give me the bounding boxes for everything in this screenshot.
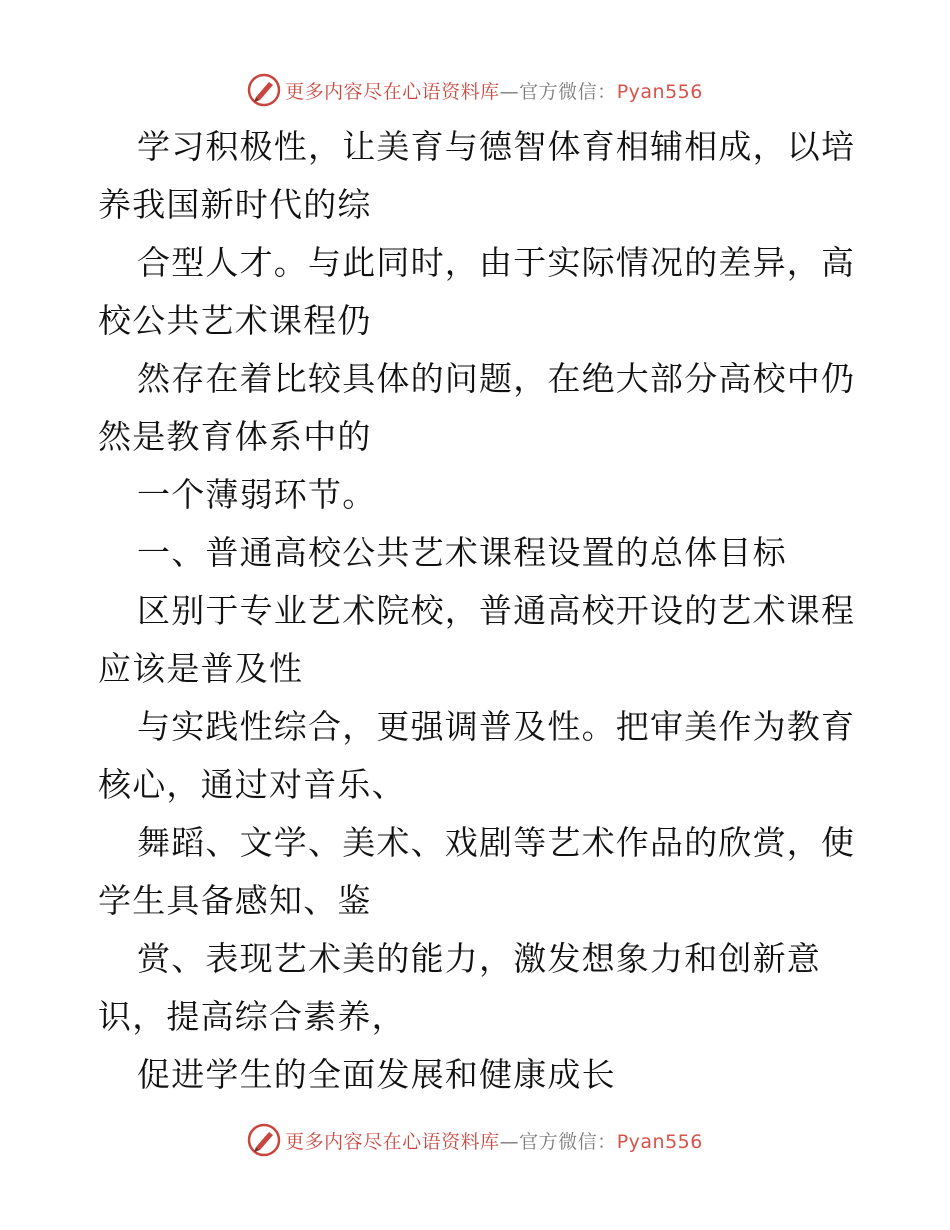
watermark-dash: —	[499, 80, 520, 103]
watermark-text	[285, 77, 703, 104]
watermark-wechat-id: Pyan556	[616, 1130, 703, 1153]
paragraph-4: 一个薄弱环节。	[137, 475, 377, 514]
paragraph-8: 舞蹈、文学、美术、戏剧等艺术作品的欣赏，使学生具备感知、鉴	[98, 823, 856, 920]
paragraph-6: 区别于专业艺术院校，普通高校开设的艺术课程应该是普及性	[98, 591, 856, 688]
watermark-site-text: 更多内容尽在心语资料库	[285, 80, 500, 103]
paragraph-9: 赏、表现艺术美的能力，激发想象力和创新意识，提高综合素养，	[98, 939, 821, 1036]
watermark-text	[285, 1127, 703, 1154]
paragraph-7: 与实践性综合，更强调普及性。把审美作为教育核心，通过对音乐、	[98, 707, 856, 804]
paragraph-3: 然存在着比较具体的问题，在绝大部分高校中仍然是教育体系中的	[98, 359, 856, 456]
watermark-label: 官方微信：	[519, 80, 617, 103]
paragraph-1: 学习积极性，让美育与德智体育相辅相成，以培养我国新时代的综	[98, 127, 856, 224]
watermark-label: 官方微信：	[519, 1130, 617, 1153]
paragraph-2: 合型人才。与此同时，由于实际情况的差异，高校公共艺术课程仍	[98, 243, 856, 340]
header-watermark	[0, 70, 950, 110]
footer-watermark	[0, 1120, 950, 1160]
watermark-wechat-id: Pyan556	[616, 80, 703, 103]
document-body	[98, 118, 858, 1104]
section-heading: 一、普通高校公共艺术课程设置的总体目标	[137, 533, 787, 572]
pen-logo-icon	[247, 1123, 281, 1157]
pen-logo-icon	[247, 73, 281, 107]
paragraph-10: 促进学生的全面发展和健康成长	[137, 1055, 616, 1094]
watermark-site-text: 更多内容尽在心语资料库	[285, 1130, 500, 1153]
watermark-dash: —	[499, 1130, 520, 1153]
